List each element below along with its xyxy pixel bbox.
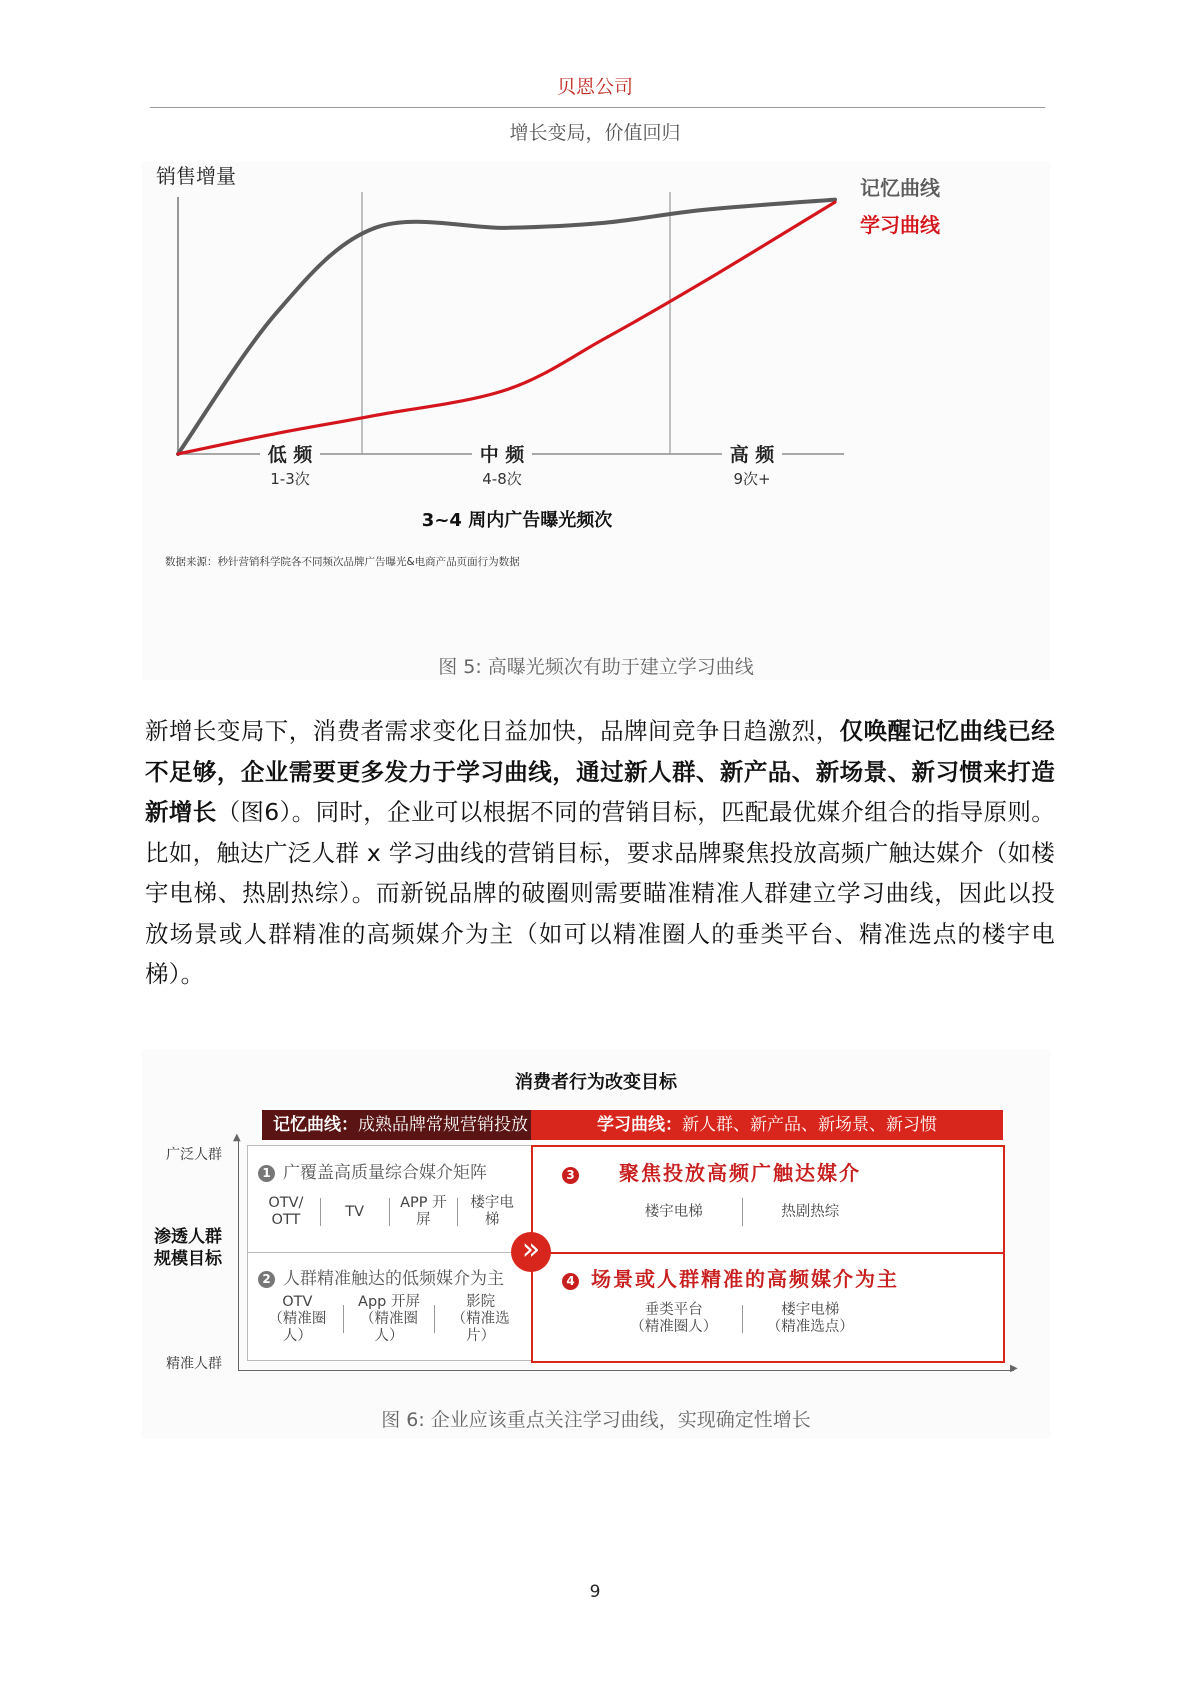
quadrant-1-title bbox=[258, 1158, 487, 1183]
quadrant-3-title bbox=[562, 1157, 861, 1186]
band-sublabel-2: 4-8次 bbox=[482, 470, 522, 488]
matrix-x-axis bbox=[238, 1370, 1014, 1371]
right-quadrant-divider bbox=[531, 1252, 1003, 1254]
x-axis-arrow-icon: ▶ bbox=[1010, 1363, 1018, 1374]
number-1-badge: 1 bbox=[258, 1165, 275, 1182]
quadrant-2-media bbox=[258, 1293, 520, 1344]
header-divider bbox=[150, 107, 1045, 108]
legend-learning-curve: 学习曲线 bbox=[860, 213, 940, 237]
legend-memory-curve: 记忆曲线 bbox=[860, 176, 940, 200]
media-separator bbox=[742, 1305, 743, 1333]
quadrant-2-media-item: App 开屏 （精准圈人） bbox=[358, 1293, 420, 1344]
quadrant-4-title bbox=[562, 1263, 899, 1292]
quadrant-1-media-item: TV bbox=[345, 1203, 365, 1220]
paragraph-text: （图6）。同时，企业可以根据不同的营销目标，匹配最优媒介组合的指导原则。比如，触达广泛人群 x 学习曲线的营销目标，要求品牌聚焦投放高频广触达媒介（如楼宇电梯、热剧热综）。而新锐品牌的破圈则需要瞄准精准人群建立学习曲线，因此以投放场景或人群精准的高频媒介为主（如可以精准圈人的垂类平台、精准选点的楼宇电梯）。 bbox=[145, 798, 1055, 988]
band-label-1: 低 频 bbox=[267, 444, 313, 466]
page-number: 9 bbox=[589, 1582, 601, 1602]
x-axis-label: 3~4 周内广告曝光频次 bbox=[421, 510, 613, 531]
media-separator bbox=[457, 1198, 458, 1226]
y-axis-middle-label bbox=[154, 1226, 222, 1270]
matrix-title: 消费者行为改变目标 bbox=[515, 1072, 677, 1093]
learning-header-text: 新人群、新产品、新场景、新习惯 bbox=[682, 1115, 937, 1135]
learning-curve-chart bbox=[142, 162, 1050, 680]
paragraph-bold-text: 仅唤醒记忆曲线已经不足够，企业需要更多发力于学习曲线，通过新人群、新产品、新场景、新习惯来打造新增长 bbox=[145, 717, 1055, 826]
quadrant-1-title-text: 广覆盖高质量综合媒介矩阵 bbox=[283, 1163, 487, 1183]
learning-curve-header bbox=[531, 1110, 1003, 1140]
y-axis-arrow-icon: ▲ bbox=[233, 1132, 241, 1143]
learning-curve-line bbox=[178, 202, 835, 454]
number-4-badge: 4 bbox=[562, 1273, 579, 1290]
quadrant-4-media bbox=[612, 1300, 872, 1338]
band-label-2: 中 频 bbox=[479, 444, 525, 466]
quadrant-4-title-text: 场景或人群精准的高频媒介为主 bbox=[591, 1267, 899, 1291]
quadrant-2-title bbox=[258, 1264, 504, 1289]
source-note: 数据来源：秒针营销科学院各不同频次品牌广告曝光&电商产品页面行为数据 bbox=[165, 556, 520, 568]
paragraph-text: 新增长变局下，消费者需求变化日益加快，品牌间竞争日趋激烈， bbox=[145, 717, 840, 745]
memory-curve-header bbox=[262, 1110, 539, 1140]
media-separator bbox=[343, 1305, 344, 1333]
quadrant-3-media bbox=[612, 1193, 872, 1231]
quadrant-3-media-item: 热剧热综 bbox=[781, 1203, 840, 1220]
quadrant-1-media-item: 楼宇电梯 bbox=[470, 1195, 514, 1228]
matrix-y-axis bbox=[238, 1138, 239, 1370]
memory-header-text: 成熟品牌常规营销投放 bbox=[358, 1115, 528, 1135]
band-sublabel-3: 9次+ bbox=[733, 470, 771, 488]
memory-header-bold: 记忆曲线： bbox=[273, 1115, 358, 1135]
media-separator bbox=[434, 1305, 435, 1333]
figure-5-caption: 图 5: 高曝光频次有助于建立学习曲线 bbox=[438, 656, 754, 678]
media-separator bbox=[320, 1198, 321, 1226]
quadrant-3-media-item: 楼宇电梯 bbox=[644, 1203, 703, 1220]
quadrant-2-title-text: 人群精准触达的低频媒介为主 bbox=[283, 1269, 504, 1289]
body-paragraph bbox=[145, 711, 1055, 995]
quadrant-1-media-item: APP 开屏 bbox=[400, 1195, 447, 1228]
band-label-3: 高 频 bbox=[729, 444, 775, 466]
media-separator bbox=[742, 1198, 743, 1226]
quadrant-1-media bbox=[258, 1193, 520, 1231]
left-quadrant-divider bbox=[247, 1252, 531, 1253]
y-axis-label: 销售增量 bbox=[156, 164, 236, 188]
company-name: 贝恩公司 bbox=[556, 76, 633, 98]
quadrant-4-media-item: 楼宇电梯 （精准选点） bbox=[766, 1302, 854, 1335]
quadrant-3-title-text: 聚焦投放高频广触达媒介 bbox=[619, 1161, 861, 1185]
quadrant-2-media-item: OTV （精准圈人） bbox=[268, 1293, 327, 1344]
y-axis-middle-line1: 渗透人群 bbox=[154, 1227, 222, 1247]
y-axis-bottom-label: 精准人群 bbox=[166, 1356, 222, 1372]
learning-header-bold: 学习曲线： bbox=[597, 1115, 682, 1135]
memory-curve-line bbox=[178, 200, 835, 454]
quadrant-4-media-item: 垂类平台 （精准圈人） bbox=[630, 1302, 718, 1335]
quadrant-2-media-item: 影院 （精准选片） bbox=[451, 1293, 510, 1344]
double-chevron-right-icon: » bbox=[511, 1232, 551, 1272]
figure-6-caption: 图 6: 企业应该重点关注学习曲线，实现确定性增长 bbox=[381, 1409, 811, 1431]
band-sublabel-1: 1-3次 bbox=[270, 470, 310, 488]
page-subtitle: 增长变局，价值回归 bbox=[509, 122, 681, 144]
media-separator bbox=[389, 1198, 390, 1226]
number-3-badge: 3 bbox=[562, 1167, 579, 1184]
figure-6 bbox=[142, 1050, 1050, 1438]
y-axis-middle-line2: 规模目标 bbox=[154, 1249, 222, 1269]
figure-5 bbox=[142, 162, 1050, 680]
quadrant-1-media-item: OTV/ OTT bbox=[268, 1195, 304, 1228]
y-axis-top-label: 广泛人群 bbox=[166, 1147, 222, 1163]
number-2-badge: 2 bbox=[258, 1271, 275, 1288]
